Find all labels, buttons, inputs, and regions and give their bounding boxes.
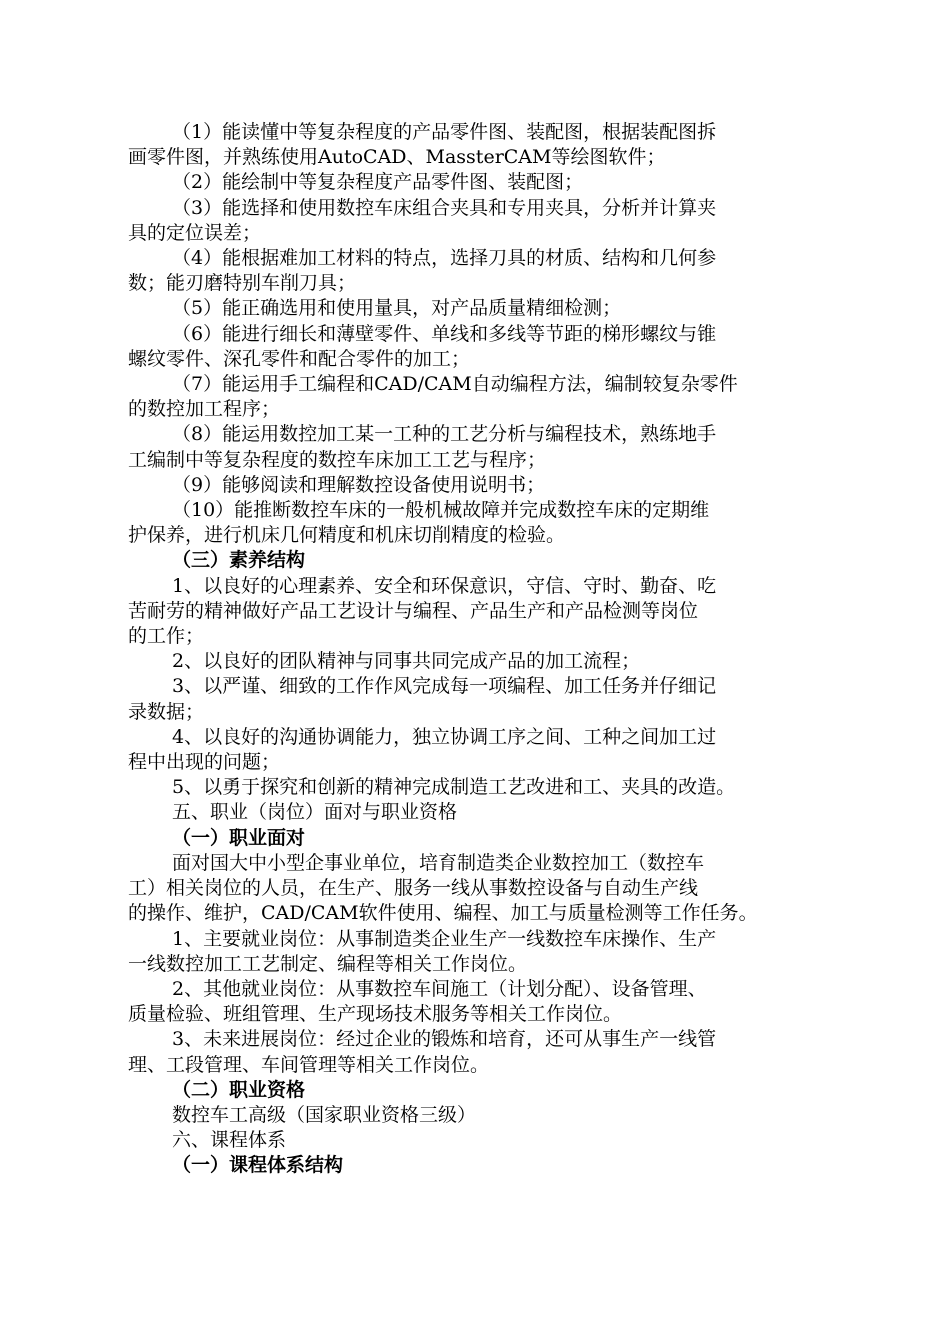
text-line: 工）相关岗位的人员，在生产、服务一线从事数控设备与自动生产线 [128,877,699,900]
section-heading: （三）素养结构 [172,549,306,572]
text-line: 1、主要就业岗位：从事制造类企业生产一线数控车床操作、生产 [172,927,717,950]
text-line: （4）能根据难加工材料的特点，选择刀具的材质、结构和几何参 [172,247,717,270]
text-line: 六、课程体系 [172,1129,287,1152]
text-line: 具的定位误差； [128,221,262,244]
text-line: 数控车工高级（国家职业资格三级） [172,1103,477,1126]
text-line: 五、职业（岗位）面对与职业资格 [172,801,458,824]
text-line: 面对国大中小型企事业单位，培育制造类企业数控加工（数控车 [172,851,705,874]
text-line: 螺纹零件、深孔零件和配合零件的加工； [128,347,471,370]
text-line: 的操作、维护，CAD/CAM软件使用、编程、加工与质量检测等工作任务。 [128,902,758,925]
text-line: （1）能读懂中等复杂程度的产品零件图、装配图，根据装配图拆 [172,121,717,143]
text-line: （2）能绘制中等复杂程度产品零件图、装配图； [172,171,584,194]
text-line: 录数据； [128,700,205,723]
text-line: （10）能推断数控车床的一般机械故障并完成数控车床的定期维 [172,499,710,522]
section-heading: （一）职业面对 [172,826,306,849]
text-line: 质量检验、班组管理、生产现场技术服务等相关工作岗位。 [128,1003,623,1026]
text-line: 1、以良好的心理素养、安全和环保意识，守信、守时、勤奋、吃 [172,574,717,597]
text-line: 一线数控加工工艺制定、编程等相关工作岗位。 [128,952,528,975]
text-line: 护保养，进行机床几何精度和机床切削精度的检验。 [128,524,566,547]
text-line: （5）能正确选用和使用量具，对产品质量精细检测； [172,297,622,320]
text-line: （3）能选择和使用数控车床组合夹具和专用夹具，分析并计算夹 [172,196,717,219]
text-line: （9）能够阅读和理解数控设备使用说明书； [172,473,546,496]
text-line: 程中出现的问题； [128,751,281,774]
text-line: （6）能进行细长和薄壁零件、单线和多线等节距的梯形螺纹与锥 [172,322,717,345]
document-page [128,120,828,1179]
text-line: 画零件图，并熟练使用AutoCAD、MassterCAM等绘图软件； [128,146,666,169]
text-line: 工编制中等复杂程度的数控车床加工工艺与程序； [128,448,547,471]
text-line: 的数控加工程序； [128,398,281,421]
text-line: 3、未来进展岗位：经过企业的锻炼和培育，还可从事生产一线管 [172,1028,717,1051]
text-line: 2、以良好的团队精神与同事共同完成产品的加工流程； [172,650,641,673]
text-line: （7）能运用手工编程和CAD/CAM自动编程方法，编制较复杂零件 [172,373,738,396]
text-line: 3、以严谨、细致的工作作风完成每一项编程、加工任务并仔细记 [172,675,717,698]
text-line: 2、其他就业岗位：从事数控车间施工（计划分配）、设备管理、 [172,977,707,1000]
text-line: 理、工段管理、车间管理等相关工作岗位。 [128,1053,490,1076]
text-line: 苦耐劳的精神做好产品工艺设计与编程、产品生产和产品检测等岗位 [128,599,699,622]
text-line: 5、以勇于探究和创新的精神完成制造工艺改进和工、夹具的改造。 [172,776,736,799]
section-heading: （二）职业资格 [172,1078,306,1101]
text-line: 的工作； [128,625,205,648]
text-line: 数；能刃磨特别车削刀具； [128,272,357,295]
section-heading: （一）课程体系结构 [172,1154,344,1177]
text-line: （8）能运用数控加工某一工种的工艺分析与编程技术，熟练地手 [172,423,717,446]
text-line: 4、以良好的沟通协调能力，独立协调工序之间、工种之间加工过 [172,725,717,748]
